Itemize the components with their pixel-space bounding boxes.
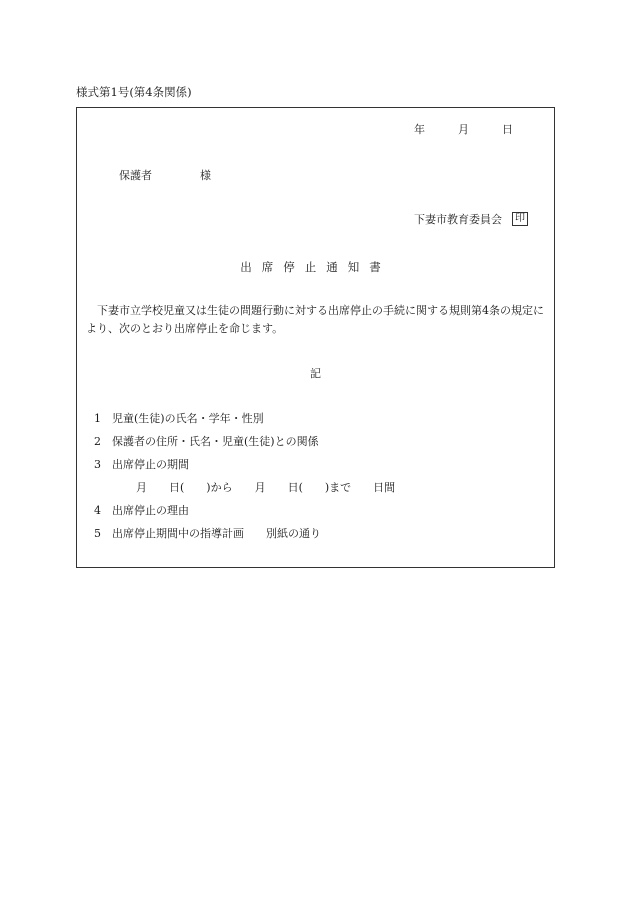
item-number: 3 [94,458,101,471]
item-number: 1 [94,412,101,425]
item-list [94,410,544,548]
form-number: 様式第1号(第4条関係) [76,85,192,99]
issuer-name: 下妻市教育委員会 [414,213,502,226]
item-text: 出席停止の期間 [112,458,189,471]
item-text: 出席停止の理由 [112,504,189,517]
item-number: 5 [94,527,101,540]
item-text: 児童(生徒)の氏名・学年・性別 [112,412,264,425]
date-day: 日 [502,123,513,136]
list-item [94,525,544,548]
issuer-line [414,211,528,227]
list-item [94,410,544,433]
list-item [94,456,544,479]
list-item [94,433,544,456]
guardian-honorific: 様 [200,169,211,182]
ki-heading: 記 [310,367,321,380]
date-line [414,121,513,137]
item-number: 2 [94,435,101,448]
list-item [94,502,544,525]
period-line: 月 日( )から 月 日( )まで 日間 [136,481,396,494]
item-number: 4 [94,504,101,517]
item-text: 出席停止期間中の指導計画 別紙の通り [112,527,321,540]
date-month: 月 [458,123,469,136]
item-text: 保護者の住所・氏名・児童(生徒)との関係 [112,435,319,448]
date-year: 年 [414,123,425,136]
notice-body: 下妻市立学校児童又は生徒の問題行動に対する出席停止の手続に関する規則第4条の規定により、次のとおり出席停止を命じます。 [86,304,544,335]
guardian-line [119,167,211,183]
guardian-label: 保護者 [119,169,152,182]
seal-stamp: 印 [512,212,528,226]
notice-title: 出席停止通知書 [240,260,391,274]
notice-frame [76,107,555,568]
